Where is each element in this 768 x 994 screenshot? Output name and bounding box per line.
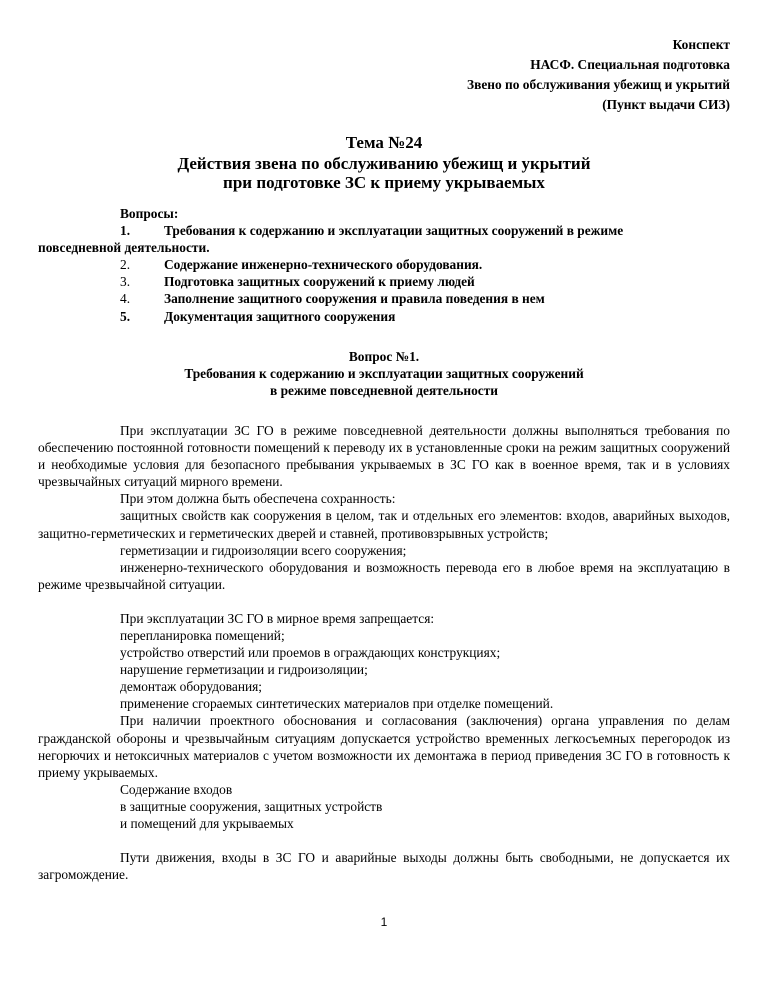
paragraph: демонтаж оборудования; — [120, 679, 263, 695]
subheading-line: и помещений для укрываемых — [120, 816, 294, 831]
paragraph: инженерно-технического оборудования и возможность перевода его в любое время на эксплуатацию в режиме чрезвычайной ситуации. — [38, 559, 730, 592]
header-line-2: НАСФ. Специальная подготовка — [530, 57, 730, 72]
paragraph: нарушение герметизации и гидроизоляции; — [120, 662, 368, 678]
paragraph: герметизации и гидроизоляции всего сооружения; — [120, 542, 407, 558]
question-item: 5. Документация защитного сооружения — [120, 308, 396, 324]
subheading-line: в защитные сооружения, защитных устройств — [120, 798, 383, 814]
section-heading: Вопрос №1. — [348, 348, 420, 364]
title-line-1: Действия звена по обслуживанию убежищ и укрытий — [177, 154, 591, 173]
header-line-4: (Пункт выдачи СИЗ) — [602, 97, 730, 112]
question-item: 2. Содержание инженерно-технического оборудования. — [120, 257, 483, 273]
section-subheading-2: в режиме повседневной деятельности — [269, 382, 498, 398]
document-header — [467, 35, 730, 115]
question-item-continuation: повседневной деятельности. — [38, 240, 210, 256]
document-content — [38, 205, 730, 883]
question-item: 3. Подготовка защитных сооружений к приему людей — [120, 274, 475, 290]
paragraph: перепланировка помещений; — [120, 627, 285, 643]
paragraph: При наличии проектного обоснования и согласования (заключения) органа управления по делам гражданской обороны и чрезвычайным ситуациям допускается устройство временных легкосъемных перегородок из негорючих и нетоксичных материалов с учетом возможности их демонтажа в период приведения ЗС ГО в готовность к приему укрываемых. — [38, 713, 730, 780]
paragraph: При эксплуатации ЗС ГО в мирное время запрещается: — [120, 610, 435, 626]
paragraph: Пути движения, входы в ЗС ГО и аварийные выходы должны быть свободными, не допускается их загромождение. — [38, 850, 730, 883]
paragraph: При этом должна быть обеспечена сохранность: — [120, 491, 396, 507]
title-block — [0, 132, 768, 192]
question-item: 1. Требования к содержанию и эксплуатации защитных сооружений в режиме — [120, 223, 624, 239]
title-line-2: при подготовке ЗС к приему укрываемых — [223, 173, 545, 192]
section-subheading-1: Требования к содержанию и эксплуатации защитных сооружений — [184, 365, 584, 381]
paragraph: защитных свойств как сооружения в целом, так и отдельных его элементов: входов, аварийных выходов, защитно-герметических и герметических дверей и ставней, противовзрывных устройств; — [38, 508, 730, 541]
header-line-1: Конспект — [672, 37, 730, 52]
questions-heading: Вопросы: — [120, 206, 179, 221]
subheading-line: Содержание входов — [120, 781, 233, 797]
question-item: 4. Заполнение защитного сооружения и правила поведения в нем — [120, 291, 545, 307]
header-line-3: Звено по обслуживания убежищ и укрытий — [467, 77, 730, 92]
page-number: 1 — [380, 915, 388, 929]
topic-number: Тема №24 — [345, 133, 423, 152]
paragraph: применение сгораемых синтетических материалов при отделке помещений. — [120, 696, 554, 712]
paragraph: При эксплуатации ЗС ГО в режиме повседневной деятельности должны выполняться требования по обеспечению постоянной готовности помещений к переводу их в установленные сроки на режим защитных сооружений и необходимые условия для безопасного пребывания укрываемых в ЗС ГО как в военное время, так и в условиях чрезвычайных ситуаций мирного времени. — [38, 422, 730, 490]
paragraph: устройство отверстий или проемов в ограждающих конструкциях; — [120, 645, 501, 661]
